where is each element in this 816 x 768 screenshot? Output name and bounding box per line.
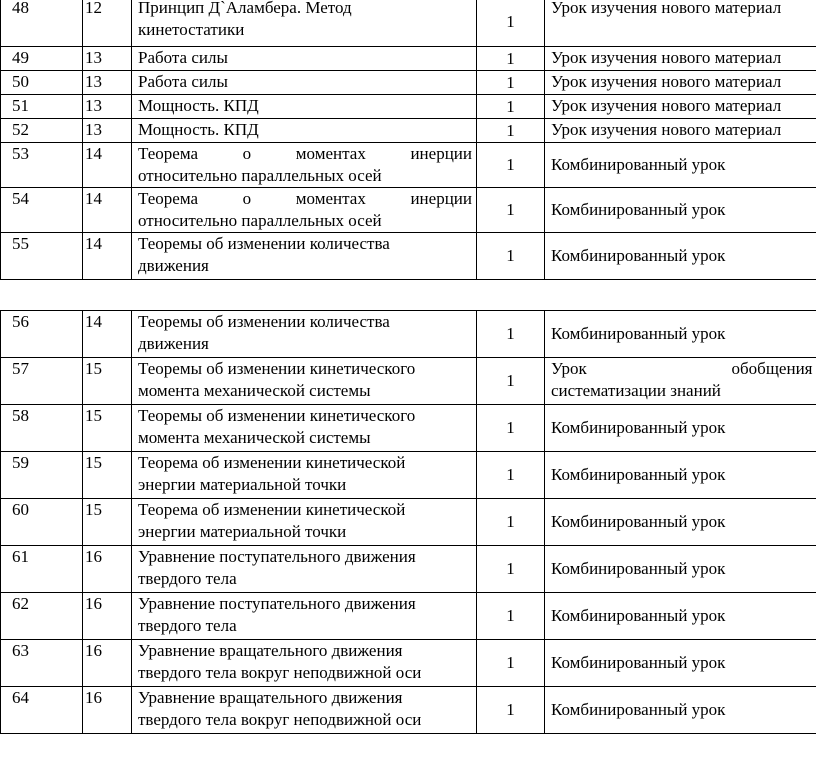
table-row: [1, 95, 816, 119]
topic-line: движения: [138, 334, 209, 353]
hours-count: 1: [477, 405, 545, 452]
topic-line: момента механической системы: [138, 381, 371, 400]
lesson-type: [545, 119, 816, 143]
topic-line: Теоремы об изменении количества: [138, 312, 390, 331]
lesson-topic: [132, 499, 477, 546]
week-number: 13: [83, 95, 132, 119]
type-line: Комбинированный урок: [551, 418, 726, 437]
type-line: Урок изучения нового материал: [551, 0, 782, 17]
type-line: Урок обобщения: [551, 359, 813, 378]
table-bottom-body: [1, 311, 816, 734]
lesson-type: [545, 546, 816, 593]
table-row: [1, 143, 816, 188]
topic-line: Уравнение вращательного движения: [138, 688, 403, 707]
table-row: [1, 188, 816, 233]
week-number: 15: [83, 358, 132, 405]
topic-line: твердого тела вокруг неподвижной оси: [138, 663, 422, 682]
hours-count: 1: [477, 95, 545, 119]
topic-line: Теоремы об изменении кинетического: [138, 359, 416, 378]
lesson-number: 56: [1, 311, 83, 358]
topic-line: Уравнение вращательного движения: [138, 641, 403, 660]
topic-line: Теорема об изменении кинетической: [138, 453, 406, 472]
lesson-topic: [132, 311, 477, 358]
week-number: 16: [83, 546, 132, 593]
week-number: 12: [83, 0, 132, 47]
table-row: [1, 405, 816, 452]
week-number: 13: [83, 71, 132, 95]
type-line: Урок изучения нового материал: [551, 48, 782, 67]
lesson-number: 61: [1, 546, 83, 593]
lesson-type: [545, 452, 816, 499]
topic-line: твердого тела: [138, 616, 237, 635]
topic-line: относительно параллельных осей: [138, 211, 382, 230]
lesson-number: 64: [1, 687, 83, 734]
type-line: Комбинированный урок: [551, 200, 726, 219]
topic-line: Теоремы об изменении количества: [138, 234, 390, 253]
lesson-number: 55: [1, 233, 83, 280]
hours-count: 1: [477, 452, 545, 499]
lesson-type: [545, 593, 816, 640]
lesson-number: 59: [1, 452, 83, 499]
type-line: Комбинированный урок: [551, 465, 726, 484]
table-row: [1, 119, 816, 143]
table-row: [1, 233, 816, 280]
hours-count: 1: [477, 0, 545, 47]
table-row: [1, 71, 816, 95]
topic-line: Работа силы: [138, 72, 228, 91]
type-line: Комбинированный урок: [551, 559, 726, 578]
week-number: 16: [83, 640, 132, 687]
lesson-topic: [132, 687, 477, 734]
hours-count: 1: [477, 499, 545, 546]
week-number: 13: [83, 47, 132, 71]
topic-line: относительно параллельных осей: [138, 166, 382, 185]
topic-line: твердого тела вокруг неподвижной оси: [138, 710, 422, 729]
lesson-type: [545, 0, 816, 47]
lesson-topic: [132, 640, 477, 687]
type-line: Комбинированный урок: [551, 606, 726, 625]
topic-line: Работа силы: [138, 48, 228, 67]
lesson-topic: [132, 593, 477, 640]
lesson-number: 50: [1, 71, 83, 95]
lesson-topic: [132, 233, 477, 280]
table-row: [1, 47, 816, 71]
lesson-topic: [132, 71, 477, 95]
topic-line: Теоремы об изменении кинетического: [138, 406, 416, 425]
lesson-topic: [132, 188, 477, 233]
topic-line: момента механической системы: [138, 428, 371, 447]
topic-line: кинетостатики: [138, 20, 245, 39]
week-number: 14: [83, 143, 132, 188]
lesson-number: 63: [1, 640, 83, 687]
table-row: [1, 546, 816, 593]
table-row: [1, 0, 816, 47]
lesson-topic: [132, 95, 477, 119]
hours-count: 1: [477, 47, 545, 71]
lesson-number: 54: [1, 188, 83, 233]
hours-count: 1: [477, 143, 545, 188]
lesson-type: [545, 358, 816, 405]
week-number: 14: [83, 233, 132, 280]
lesson-topic: [132, 47, 477, 71]
lesson-topic: [132, 143, 477, 188]
topic-line: Уравнение поступательного движения: [138, 594, 416, 613]
type-line: Комбинированный урок: [551, 246, 726, 265]
week-number: 13: [83, 119, 132, 143]
type-line: Урок изучения нового материал: [551, 120, 782, 139]
topic-line: Теорема об изменении кинетической: [138, 500, 406, 519]
table-row: [1, 640, 816, 687]
week-number: 16: [83, 687, 132, 734]
lesson-type: [545, 233, 816, 280]
topic-line: Теорема о моментах инерции: [138, 144, 472, 163]
lesson-topic: [132, 546, 477, 593]
lesson-type: [545, 405, 816, 452]
lesson-number: 62: [1, 593, 83, 640]
type-line: Комбинированный урок: [551, 653, 726, 672]
hours-count: 1: [477, 119, 545, 143]
lesson-number: 58: [1, 405, 83, 452]
topic-line: энергии материальной точки: [138, 522, 347, 541]
table-row: [1, 452, 816, 499]
type-line: Комбинированный урок: [551, 700, 726, 719]
hours-count: 1: [477, 188, 545, 233]
week-number: 16: [83, 593, 132, 640]
lesson-number: 60: [1, 499, 83, 546]
lesson-number: 49: [1, 47, 83, 71]
lesson-number: 52: [1, 119, 83, 143]
type-line: Урок изучения нового материал: [551, 72, 782, 91]
table-row: [1, 687, 816, 734]
week-number: 15: [83, 452, 132, 499]
type-line: Урок изучения нового материал: [551, 96, 782, 115]
topic-line: твердого тела: [138, 569, 237, 588]
lesson-type: [545, 640, 816, 687]
table-top-body: [1, 0, 816, 280]
topic-line: Принцип Д`Аламбера. Метод: [138, 0, 352, 17]
lesson-type: [545, 95, 816, 119]
hours-count: 1: [477, 311, 545, 358]
lesson-type: [545, 687, 816, 734]
lesson-type: [545, 499, 816, 546]
topic-line: Мощность. КПД: [138, 120, 259, 139]
topic-line: Теорема о моментах инерции: [138, 189, 472, 208]
lesson-number: 51: [1, 95, 83, 119]
hours-count: 1: [477, 358, 545, 405]
topic-line: Мощность. КПД: [138, 96, 259, 115]
week-number: 15: [83, 499, 132, 546]
lesson-topic: [132, 452, 477, 499]
topic-line: Уравнение поступательного движения: [138, 547, 416, 566]
hours-count: 1: [477, 546, 545, 593]
hours-count: 1: [477, 593, 545, 640]
lesson-type: [545, 188, 816, 233]
lesson-type: [545, 47, 816, 71]
type-line: Комбинированный урок: [551, 324, 726, 343]
type-line: Комбинированный урок: [551, 155, 726, 174]
hours-count: 1: [477, 687, 545, 734]
table-row: [1, 358, 816, 405]
lesson-number: 48: [1, 0, 83, 47]
week-number: 15: [83, 405, 132, 452]
lesson-type: [545, 71, 816, 95]
lesson-topic: [132, 405, 477, 452]
lesson-number: 53: [1, 143, 83, 188]
topic-line: энергии материальной точки: [138, 475, 347, 494]
hours-count: 1: [477, 233, 545, 280]
hours-count: 1: [477, 71, 545, 95]
lesson-number: 57: [1, 358, 83, 405]
type-line: Комбинированный урок: [551, 512, 726, 531]
type-line: систематизации знаний: [551, 381, 721, 400]
lesson-plan-table-bottom: [0, 310, 816, 734]
table-row: [1, 499, 816, 546]
lesson-plan-table-top: [0, 0, 816, 280]
hours-count: 1: [477, 640, 545, 687]
lesson-type: [545, 143, 816, 188]
table-row: [1, 311, 816, 358]
lesson-topic: [132, 119, 477, 143]
week-number: 14: [83, 188, 132, 233]
topic-line: движения: [138, 256, 209, 275]
lesson-topic: [132, 358, 477, 405]
week-number: 14: [83, 311, 132, 358]
lesson-type: [545, 311, 816, 358]
lesson-topic: [132, 0, 477, 47]
table-row: [1, 593, 816, 640]
